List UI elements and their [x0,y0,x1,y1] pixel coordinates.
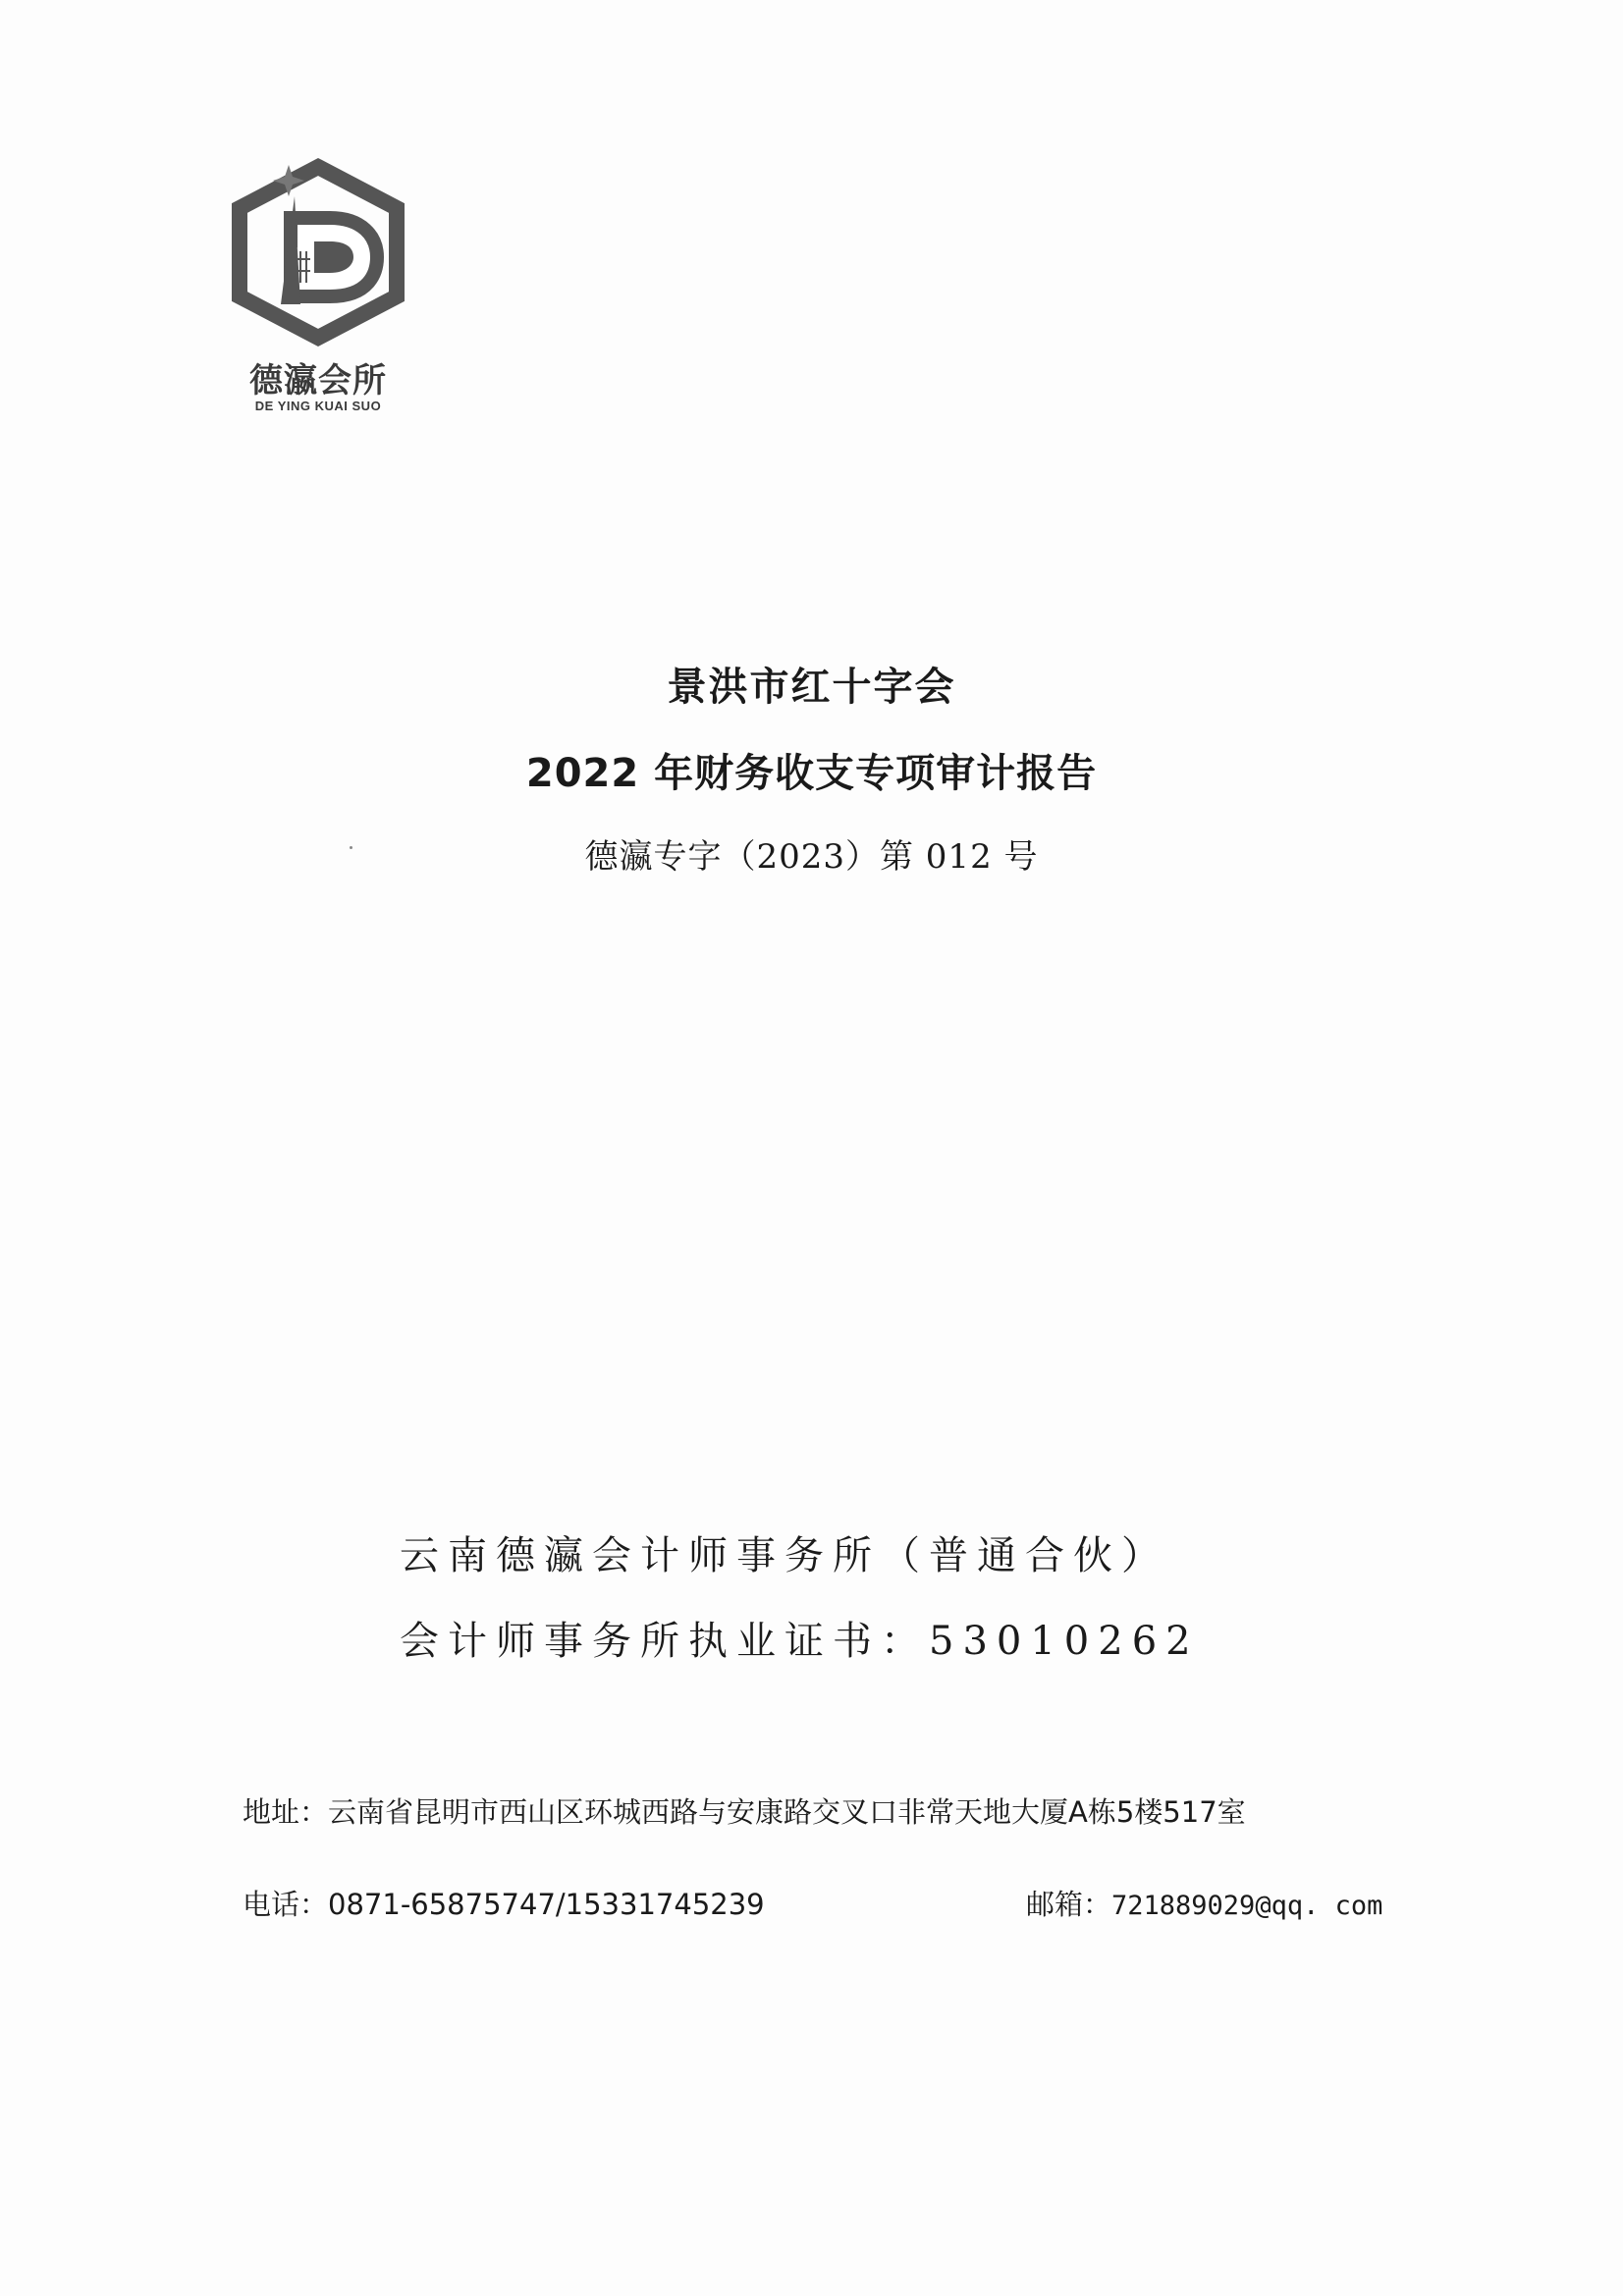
document-number: 德瀛专字（2023）第 012 号 [584,837,1039,877]
logo-english-name: DE YING KUAI SUO [254,399,382,413]
address-value: 云南省昆明市西山区环城西路与安康路交叉口非常天地大厦A栋5楼517室 [328,1795,1246,1829]
email-label: 邮箱： [1026,1888,1112,1921]
certificate-label: 会计师事务所执业证书： [400,1619,929,1664]
email-value: 721889029@qq. com [1111,1891,1383,1921]
firm-email [1026,1883,1382,1923]
firm-logo-emblem-icon [232,157,405,353]
firm-name: 云南德瀛会计师事务所（普通合伙） [400,1533,1169,1578]
firm-address [243,1790,1246,1831]
phone-label: 电话： [243,1888,329,1921]
firm-phone [243,1883,765,1923]
firm-certificate [400,1610,1200,1666]
report-title: 2022 年财务收支专项审计报告 [525,751,1098,796]
phone-value: 0871-65875747/15331745239 [328,1888,765,1921]
address-label: 地址： [243,1795,329,1829]
logo-chinese-name: 德瀛会所 [249,361,387,400]
firm-logo [232,157,405,422]
organization-title: 景洪市红十字会 [667,665,956,710]
certificate-number: 53010262 [929,1619,1200,1664]
